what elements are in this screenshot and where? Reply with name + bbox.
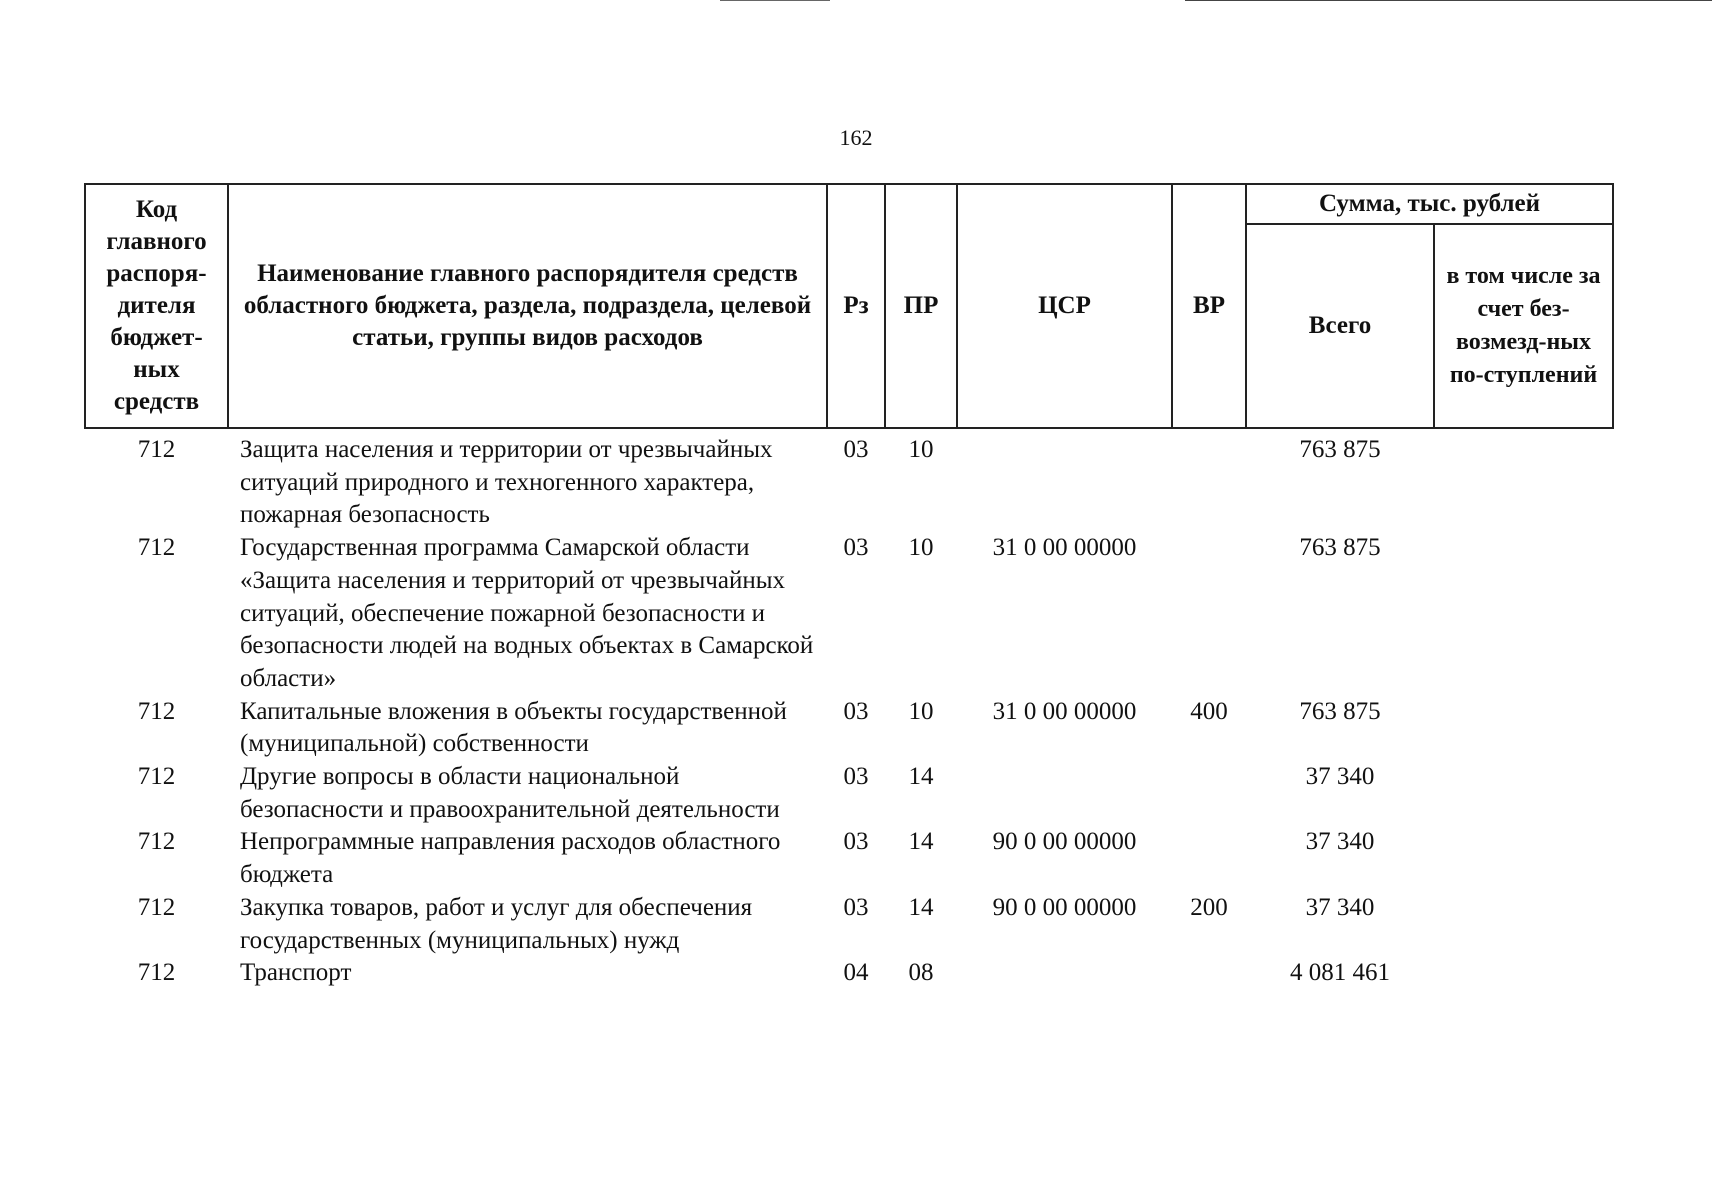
cell-code: 712 bbox=[137, 828, 176, 856]
cell-csr: 90 0 00 00000 bbox=[992, 893, 1137, 921]
cell-name: Закупка товаров, работ и услуг для обеспечения государственных (муниципальных) нужд bbox=[240, 893, 753, 954]
header-free: в том числе за счет без-возмезд-ных по-ступлений bbox=[1434, 224, 1613, 428]
cell-csr bbox=[957, 428, 1172, 532]
cell-rz: 03 bbox=[843, 893, 869, 921]
cell-total: 4 081 461 bbox=[1290, 959, 1390, 987]
cell-pr: 10 bbox=[908, 436, 934, 463]
header-vr: ВР bbox=[1172, 184, 1246, 428]
cell-name: Непрограммные направления расходов областного бюджета bbox=[240, 828, 781, 889]
cell-pr: 10 bbox=[908, 534, 934, 562]
header-csr: ЦСР bbox=[957, 184, 1172, 428]
cell-code: 712 bbox=[137, 697, 176, 725]
cell-name: Защита населения и территории от чрезвычайных ситуаций природного и техногенного характера, пожарная безопасность bbox=[240, 436, 773, 529]
cell-total: 37 340 bbox=[1305, 893, 1375, 921]
header-sum: Сумма, тыс. рублей bbox=[1246, 184, 1613, 224]
cell-code: 712 bbox=[137, 436, 176, 463]
cell-code: 712 bbox=[137, 763, 176, 791]
cell-vr bbox=[1172, 532, 1246, 696]
cell-free bbox=[1434, 532, 1613, 696]
cell-csr bbox=[957, 957, 1172, 990]
scan-top-rule bbox=[720, 0, 830, 1]
cell-name: Транспорт bbox=[240, 959, 352, 987]
cell-free bbox=[1434, 826, 1613, 891]
cell-csr bbox=[957, 761, 1172, 826]
table-row bbox=[85, 532, 1613, 696]
cell-total: 763 875 bbox=[1299, 697, 1381, 725]
header-pr: ПР bbox=[885, 184, 957, 428]
cell-pr: 14 bbox=[908, 893, 934, 921]
cell-free bbox=[1434, 428, 1613, 532]
cell-pr: 10 bbox=[908, 697, 934, 725]
cell-name: Капитальные вложения в объекты государственной (муниципальной) собственности bbox=[240, 697, 787, 758]
cell-free bbox=[1434, 761, 1613, 826]
cell-csr: 31 0 00 00000 bbox=[992, 697, 1137, 725]
cell-total: 763 875 bbox=[1299, 436, 1381, 463]
cell-csr: 31 0 00 00000 bbox=[992, 534, 1137, 562]
cell-pr: 14 bbox=[908, 763, 934, 791]
cell-rz: 03 bbox=[843, 534, 869, 562]
cell-name: Другие вопросы в области национальной безопасности и правоохранительной деятельности bbox=[240, 763, 780, 823]
cell-free bbox=[1434, 957, 1613, 990]
cell-rz: 04 bbox=[843, 959, 869, 987]
cell-total: 37 340 bbox=[1305, 763, 1375, 791]
cell-vr bbox=[1172, 826, 1246, 891]
header-rz: Рз bbox=[827, 184, 885, 428]
table-row bbox=[85, 696, 1613, 761]
table-row bbox=[85, 826, 1613, 891]
cell-vr bbox=[1172, 761, 1246, 826]
cell-vr: 400 bbox=[1190, 697, 1228, 725]
cell-pr: 08 bbox=[908, 959, 934, 987]
cell-code: 712 bbox=[137, 534, 176, 562]
table-row bbox=[85, 892, 1613, 957]
cell-code: 712 bbox=[137, 893, 176, 921]
header-total: Всего bbox=[1246, 224, 1434, 428]
cell-csr: 90 0 00 00000 bbox=[992, 828, 1137, 856]
table-row bbox=[85, 761, 1613, 826]
header-name: Наименование главного распорядителя средств областного бюджета, раздела, подраздела, целевой статьи, группы видов расходов bbox=[228, 184, 827, 428]
header-code: Код главного распоря-дителя бюджет-ных средств bbox=[85, 184, 228, 428]
cell-free bbox=[1434, 892, 1613, 957]
cell-code: 712 bbox=[137, 959, 176, 987]
table-header bbox=[85, 184, 1613, 428]
table-row bbox=[85, 957, 1613, 990]
table-body bbox=[85, 428, 1613, 990]
cell-rz: 03 bbox=[843, 436, 869, 463]
cell-rz: 03 bbox=[843, 828, 869, 856]
scan-top-rule bbox=[1185, 0, 1712, 1]
cell-pr: 14 bbox=[908, 828, 934, 856]
cell-vr bbox=[1172, 428, 1246, 532]
cell-rz: 03 bbox=[843, 763, 869, 791]
cell-vr: 200 bbox=[1190, 893, 1228, 921]
page-number: 162 bbox=[839, 125, 873, 150]
cell-total: 763 875 bbox=[1299, 534, 1381, 562]
cell-rz: 03 bbox=[843, 697, 869, 725]
cell-free bbox=[1434, 696, 1613, 761]
table-row bbox=[85, 428, 1613, 532]
budget-table bbox=[84, 183, 1614, 990]
cell-total: 37 340 bbox=[1305, 828, 1375, 856]
cell-name: Государственная программа Самарской области «Защита населения и территорий от чрезвычайных ситуаций, обеспечение пожарной безопасности и безопасности людей на водных объектах в Самарской области» bbox=[240, 534, 814, 692]
cell-vr bbox=[1172, 957, 1246, 990]
